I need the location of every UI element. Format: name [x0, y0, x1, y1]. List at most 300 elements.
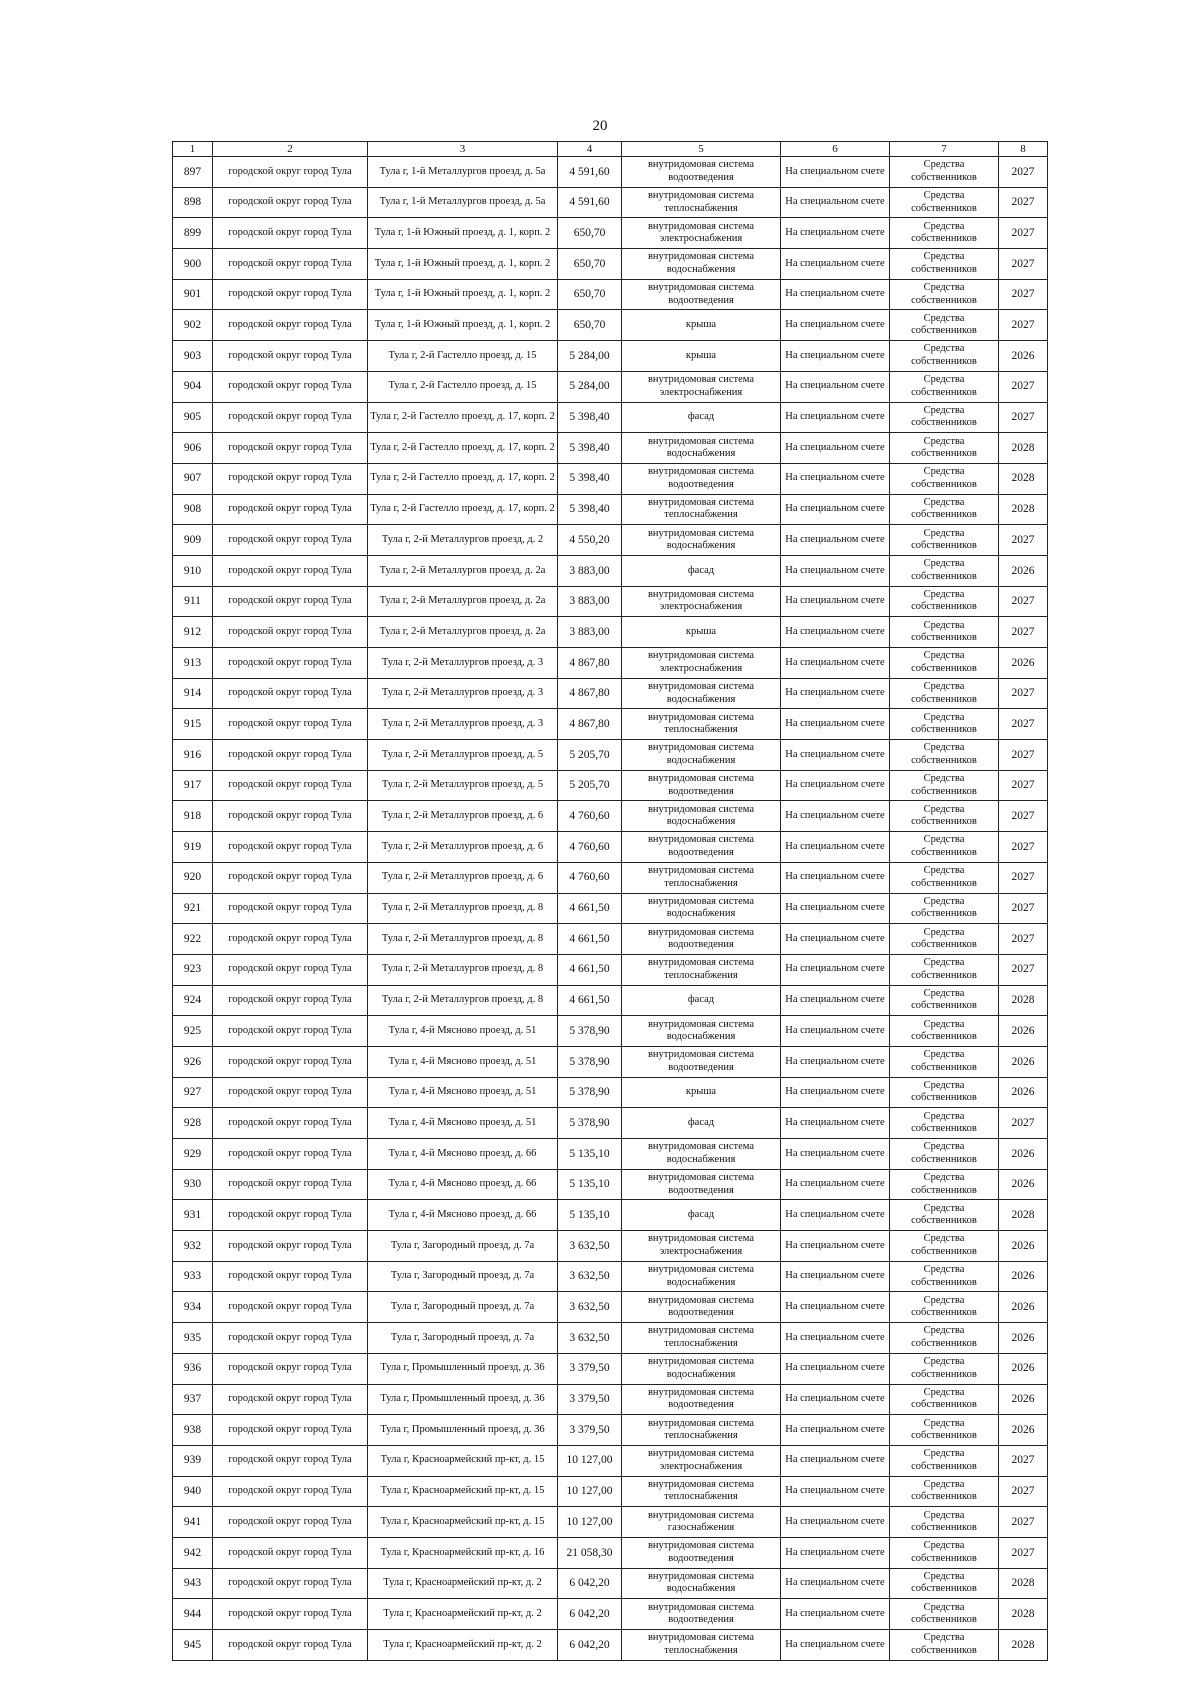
funding-source-cell: Средства собственников [890, 1016, 999, 1047]
address-cell: Тула г, 2-й Металлургов проезд, д. 8 [368, 893, 558, 924]
municipality-cell: городской округ город Тула [213, 157, 368, 188]
year-cell: 2027 [999, 1445, 1048, 1476]
work-type-cell: внутридомовая система водоснабжения [622, 801, 781, 832]
fund-account-cell: На специальном счете [781, 801, 890, 832]
year-cell: 2026 [999, 1323, 1048, 1354]
fund-account-cell: На специальном счете [781, 770, 890, 801]
area-cell: 5 398,40 [558, 463, 622, 494]
area-cell: 21 058,30 [558, 1537, 622, 1568]
work-type-cell: фасад [622, 555, 781, 586]
address-cell: Тула г, 2-й Гастелло проезд, д. 15 [368, 371, 558, 402]
year-cell: 2027 [999, 954, 1048, 985]
fund-account-cell: На специальном счете [781, 371, 890, 402]
area-cell: 5 284,00 [558, 341, 622, 372]
address-cell: Тула г, Красноармейский пр-кт, д. 2 [368, 1568, 558, 1599]
area-cell: 4 591,60 [558, 187, 622, 218]
fund-account-cell: На специальном счете [781, 1568, 890, 1599]
funding-source-cell: Средства собственников [890, 1445, 999, 1476]
year-cell: 2026 [999, 1292, 1048, 1323]
work-type-cell: внутридомовая система теплоснабжения [622, 954, 781, 985]
area-cell: 3 379,50 [558, 1415, 622, 1446]
municipality-cell: городской округ город Тула [213, 801, 368, 832]
row-number-cell: 899 [173, 218, 213, 249]
table-row [173, 648, 1048, 679]
row-number-cell: 906 [173, 433, 213, 464]
work-type-cell: внутридомовая система теплоснабжения [622, 1415, 781, 1446]
address-cell: Тула г, 2-й Металлургов проезд, д. 8 [368, 954, 558, 985]
fund-account-cell: На специальном счете [781, 494, 890, 525]
fund-account-cell: На специальном счете [781, 893, 890, 924]
row-number-cell: 897 [173, 157, 213, 188]
address-cell: Тула г, 1-й Металлургов проезд, д. 5а [368, 157, 558, 188]
row-number-cell: 941 [173, 1507, 213, 1538]
address-cell: Тула г, 4-й Мясново проезд, д. 51 [368, 1077, 558, 1108]
row-number-cell: 917 [173, 770, 213, 801]
address-cell: Тула г, Загородный проезд, д. 7а [368, 1261, 558, 1292]
area-cell: 5 378,90 [558, 1077, 622, 1108]
fund-account-cell: На специальном счете [781, 1139, 890, 1170]
table-row [173, 371, 1048, 402]
area-cell: 4 661,50 [558, 954, 622, 985]
address-cell: Тула г, 2-й Металлургов проезд, д. 2а [368, 555, 558, 586]
row-number-cell: 921 [173, 893, 213, 924]
municipality-cell: городской округ город Тула [213, 586, 368, 617]
work-type-cell: внутридомовая система теплоснабжения [622, 1630, 781, 1661]
municipality-cell: городской округ город Тула [213, 494, 368, 525]
funding-source-cell: Средства собственников [890, 862, 999, 893]
year-cell: 2026 [999, 1077, 1048, 1108]
funding-source-cell: Средства собственников [890, 586, 999, 617]
address-cell: Тула г, Красноармейский пр-кт, д. 2 [368, 1630, 558, 1661]
col-header-6: 6 [781, 142, 890, 157]
work-type-cell: внутридомовая система теплоснабжения [622, 187, 781, 218]
fund-account-cell: На специальном счете [781, 402, 890, 433]
work-type-cell: внутридомовая система водоотведения [622, 463, 781, 494]
table-row [173, 1261, 1048, 1292]
funding-source-cell: Средства собственников [890, 893, 999, 924]
area-cell: 4 661,50 [558, 924, 622, 955]
area-cell: 10 127,00 [558, 1476, 622, 1507]
row-number-cell: 922 [173, 924, 213, 955]
area-cell: 6 042,20 [558, 1599, 622, 1630]
municipality-cell: городской округ город Тула [213, 1292, 368, 1323]
fund-account-cell: На специальном счете [781, 1384, 890, 1415]
funding-source-cell: Средства собственников [890, 463, 999, 494]
area-cell: 3 632,50 [558, 1292, 622, 1323]
table-row [173, 525, 1048, 556]
funding-source-cell: Средства собственников [890, 709, 999, 740]
row-number-cell: 926 [173, 1046, 213, 1077]
work-type-cell: внутридомовая система теплоснабжения [622, 1476, 781, 1507]
area-cell: 3 379,50 [558, 1384, 622, 1415]
table-row [173, 832, 1048, 863]
row-number-cell: 904 [173, 371, 213, 402]
year-cell: 2026 [999, 1139, 1048, 1170]
col-header-2: 2 [213, 142, 368, 157]
year-cell: 2027 [999, 1507, 1048, 1538]
funding-source-cell: Средства собственников [890, 525, 999, 556]
area-cell: 4 867,80 [558, 648, 622, 679]
funding-source-cell: Средства собственников [890, 310, 999, 341]
funding-source-cell: Средства собственников [890, 1507, 999, 1538]
row-number-cell: 902 [173, 310, 213, 341]
table-row [173, 494, 1048, 525]
fund-account-cell: На специальном счете [781, 740, 890, 771]
municipality-cell: городской округ город Тула [213, 862, 368, 893]
funding-source-cell: Средства собственников [890, 1323, 999, 1354]
funding-source-cell: Средства собственников [890, 1415, 999, 1446]
year-cell: 2026 [999, 341, 1048, 372]
municipality-cell: городской округ город Тула [213, 1231, 368, 1262]
work-type-cell: внутридомовая система водоотведения [622, 1599, 781, 1630]
year-cell: 2027 [999, 279, 1048, 310]
area-cell: 650,70 [558, 249, 622, 280]
municipality-cell: городской округ город Тула [213, 893, 368, 924]
fund-account-cell: На специальном счете [781, 954, 890, 985]
area-cell: 5 378,90 [558, 1046, 622, 1077]
row-number-cell: 945 [173, 1630, 213, 1661]
row-number-cell: 934 [173, 1292, 213, 1323]
row-number-cell: 910 [173, 555, 213, 586]
work-type-cell: внутридомовая система водоснабжения [622, 1568, 781, 1599]
area-cell: 6 042,20 [558, 1568, 622, 1599]
municipality-cell: городской округ город Тула [213, 985, 368, 1016]
work-type-cell: внутридомовая система электроснабжения [622, 371, 781, 402]
work-type-cell: внутридомовая система водоотведения [622, 1384, 781, 1415]
municipality-cell: городской округ город Тула [213, 954, 368, 985]
year-cell: 2027 [999, 893, 1048, 924]
municipality-cell: городской округ город Тула [213, 1323, 368, 1354]
municipality-cell: городской округ город Тула [213, 1139, 368, 1170]
col-header-4: 4 [558, 142, 622, 157]
municipality-cell: городской округ город Тула [213, 1077, 368, 1108]
municipality-cell: городской округ город Тула [213, 1445, 368, 1476]
row-number-cell: 916 [173, 740, 213, 771]
funding-source-cell: Средства собственников [890, 1261, 999, 1292]
col-header-7: 7 [890, 142, 999, 157]
row-number-cell: 913 [173, 648, 213, 679]
work-type-cell: внутридомовая система водоснабжения [622, 525, 781, 556]
year-cell: 2027 [999, 310, 1048, 341]
row-number-cell: 912 [173, 617, 213, 648]
area-cell: 5 398,40 [558, 494, 622, 525]
funding-source-cell: Средства собственников [890, 801, 999, 832]
funding-source-cell: Средства собственников [890, 924, 999, 955]
row-number-cell: 930 [173, 1169, 213, 1200]
address-cell: Тула г, Загородный проезд, д. 7а [368, 1231, 558, 1262]
address-cell: Тула г, Красноармейский пр-кт, д. 2 [368, 1599, 558, 1630]
address-cell: Тула г, Красноармейский пр-кт, д. 15 [368, 1476, 558, 1507]
table-row [173, 1445, 1048, 1476]
area-cell: 6 042,20 [558, 1630, 622, 1661]
year-cell: 2028 [999, 1630, 1048, 1661]
work-type-cell: фасад [622, 1200, 781, 1231]
area-cell: 5 378,90 [558, 1016, 622, 1047]
table-row [173, 157, 1048, 188]
address-cell: Тула г, Промышленный проезд, д. 36 [368, 1384, 558, 1415]
year-cell: 2027 [999, 862, 1048, 893]
col-header-1: 1 [173, 142, 213, 157]
work-type-cell: внутридомовая система газоснабжения [622, 1507, 781, 1538]
work-type-cell: крыша [622, 1077, 781, 1108]
table-row [173, 555, 1048, 586]
work-type-cell: внутридомовая система водоснабжения [622, 1139, 781, 1170]
year-cell: 2028 [999, 1200, 1048, 1231]
work-type-cell: внутридомовая система водоотведения [622, 832, 781, 863]
fund-account-cell: На специальном счете [781, 218, 890, 249]
year-cell: 2028 [999, 985, 1048, 1016]
municipality-cell: городской округ город Тула [213, 402, 368, 433]
municipality-cell: городской округ город Тула [213, 1353, 368, 1384]
work-type-cell: крыша [622, 617, 781, 648]
table-row [173, 1169, 1048, 1200]
address-cell: Тула г, 2-й Гастелло проезд, д. 17, корп. 2 [368, 402, 558, 433]
area-cell: 10 127,00 [558, 1507, 622, 1538]
table-row [173, 249, 1048, 280]
address-cell: Тула г, 2-й Металлургов проезд, д. 6 [368, 832, 558, 863]
municipality-cell: городской округ город Тула [213, 1016, 368, 1047]
work-type-cell: внутридомовая система водоснабжения [622, 740, 781, 771]
fund-account-cell: На специальном счете [781, 249, 890, 280]
fund-account-cell: На специальном счете [781, 525, 890, 556]
year-cell: 2026 [999, 1016, 1048, 1047]
fund-account-cell: На специальном счете [781, 1261, 890, 1292]
funding-source-cell: Средства собственников [890, 832, 999, 863]
fund-account-cell: На специальном счете [781, 433, 890, 464]
work-type-cell: внутридомовая система электроснабжения [622, 1231, 781, 1262]
fund-account-cell: На специальном счете [781, 1292, 890, 1323]
area-cell: 650,70 [558, 310, 622, 341]
fund-account-cell: На специальном счете [781, 279, 890, 310]
funding-source-cell: Средства собственников [890, 1077, 999, 1108]
funding-source-cell: Средства собственников [890, 678, 999, 709]
municipality-cell: городской округ город Тула [213, 770, 368, 801]
area-cell: 3 883,00 [558, 617, 622, 648]
fund-account-cell: На специальном счете [781, 1169, 890, 1200]
address-cell: Тула г, Красноармейский пр-кт, д. 15 [368, 1445, 558, 1476]
table-row [173, 586, 1048, 617]
row-number-cell: 933 [173, 1261, 213, 1292]
municipality-cell: городской округ город Тула [213, 1046, 368, 1077]
fund-account-cell: На специальном счете [781, 1077, 890, 1108]
year-cell: 2026 [999, 1046, 1048, 1077]
area-cell: 4 867,80 [558, 678, 622, 709]
address-cell: Тула г, 1-й Южный проезд, д. 1, корп. 2 [368, 310, 558, 341]
funding-source-cell: Средства собственников [890, 249, 999, 280]
fund-account-cell: На специальном счете [781, 862, 890, 893]
row-number-cell: 923 [173, 954, 213, 985]
funding-source-cell: Средства собственников [890, 279, 999, 310]
page-number: 20 [592, 118, 608, 134]
work-type-cell: внутридомовая система водоснабжения [622, 1261, 781, 1292]
fund-account-cell: На специальном счете [781, 1537, 890, 1568]
municipality-cell: городской округ город Тула [213, 433, 368, 464]
funding-source-cell: Средства собственников [890, 1200, 999, 1231]
area-cell: 4 760,60 [558, 832, 622, 863]
table-row [173, 1599, 1048, 1630]
table-row [173, 1568, 1048, 1599]
table-row [173, 341, 1048, 372]
fund-account-cell: На специальном счете [781, 678, 890, 709]
work-type-cell: внутридомовая система водоотведения [622, 1046, 781, 1077]
municipality-cell: городской округ город Тула [213, 1630, 368, 1661]
row-number-cell: 903 [173, 341, 213, 372]
work-type-cell: внутридомовая система электроснабжения [622, 586, 781, 617]
year-cell: 2028 [999, 494, 1048, 525]
work-type-cell: внутридомовая система водоснабжения [622, 893, 781, 924]
year-cell: 2027 [999, 1476, 1048, 1507]
funding-source-cell: Средства собственников [890, 740, 999, 771]
municipality-cell: городской округ город Тула [213, 310, 368, 341]
area-cell: 3 883,00 [558, 586, 622, 617]
address-cell: Тула г, 2-й Гастелло проезд, д. 17, корп. 2 [368, 463, 558, 494]
funding-source-cell: Средства собственников [890, 1599, 999, 1630]
area-cell: 5 135,10 [558, 1139, 622, 1170]
work-type-cell: внутридомовая система водоснабжения [622, 1353, 781, 1384]
year-cell: 2027 [999, 801, 1048, 832]
year-cell: 2027 [999, 525, 1048, 556]
funding-source-cell: Средства собственников [890, 187, 999, 218]
work-type-cell: внутридомовая система водоснабжения [622, 249, 781, 280]
address-cell: Тула г, 2-й Гастелло проезд, д. 15 [368, 341, 558, 372]
work-type-cell: внутридомовая система водоснабжения [622, 678, 781, 709]
table-row [173, 310, 1048, 341]
work-type-cell: крыша [622, 341, 781, 372]
area-cell: 4 661,50 [558, 893, 622, 924]
table-row [173, 1537, 1048, 1568]
row-number-cell: 909 [173, 525, 213, 556]
funding-source-cell: Средства собственников [890, 648, 999, 679]
area-cell: 4 591,60 [558, 157, 622, 188]
year-cell: 2027 [999, 157, 1048, 188]
address-cell: Тула г, 2-й Металлургов проезд, д. 2 [368, 525, 558, 556]
municipality-cell: городской округ город Тула [213, 709, 368, 740]
fund-account-cell: На специальном счете [781, 1353, 890, 1384]
work-type-cell: внутридомовая система электроснабжения [622, 1445, 781, 1476]
municipality-cell: городской округ город Тула [213, 249, 368, 280]
repair-schedule-table [172, 141, 1048, 1661]
fund-account-cell: На специальном счете [781, 1323, 890, 1354]
fund-account-cell: На специальном счете [781, 1476, 890, 1507]
fund-account-cell: На специальном счете [781, 341, 890, 372]
row-number-cell: 942 [173, 1537, 213, 1568]
fund-account-cell: На специальном счете [781, 1046, 890, 1077]
work-type-cell: внутридомовая система водоотведения [622, 1292, 781, 1323]
table-row [173, 218, 1048, 249]
address-cell: Тула г, 2-й Металлургов проезд, д. 5 [368, 770, 558, 801]
area-cell: 650,70 [558, 218, 622, 249]
row-number-cell: 907 [173, 463, 213, 494]
table-row [173, 1139, 1048, 1170]
table-row [173, 1077, 1048, 1108]
row-number-cell: 935 [173, 1323, 213, 1354]
fund-account-cell: На специальном счете [781, 1108, 890, 1139]
year-cell: 2028 [999, 1568, 1048, 1599]
municipality-cell: городской округ город Тула [213, 371, 368, 402]
year-cell: 2027 [999, 678, 1048, 709]
area-cell: 5 398,40 [558, 402, 622, 433]
fund-account-cell: На специальном счете [781, 555, 890, 586]
area-cell: 5 205,70 [558, 770, 622, 801]
year-cell: 2026 [999, 1169, 1048, 1200]
address-cell: Тула г, 2-й Металлургов проезд, д. 3 [368, 678, 558, 709]
funding-source-cell: Средства собственников [890, 1169, 999, 1200]
work-type-cell: внутридомовая система водоотведения [622, 924, 781, 955]
address-cell: Тула г, Промышленный проезд, д. 36 [368, 1353, 558, 1384]
funding-source-cell: Средства собственников [890, 1537, 999, 1568]
year-cell: 2027 [999, 1108, 1048, 1139]
table-row [173, 1323, 1048, 1354]
col-header-3: 3 [368, 142, 558, 157]
funding-source-cell: Средства собственников [890, 555, 999, 586]
row-number-cell: 908 [173, 494, 213, 525]
row-number-cell: 944 [173, 1599, 213, 1630]
municipality-cell: городской округ город Тула [213, 555, 368, 586]
year-cell: 2027 [999, 924, 1048, 955]
funding-source-cell: Средства собственников [890, 770, 999, 801]
address-cell: Тула г, Загородный проезд, д. 7а [368, 1292, 558, 1323]
work-type-cell: внутридомовая система водоотведения [622, 1537, 781, 1568]
municipality-cell: городской округ город Тула [213, 525, 368, 556]
area-cell: 3 632,50 [558, 1231, 622, 1262]
year-cell: 2027 [999, 832, 1048, 863]
address-cell: Тула г, 2-й Металлургов проезд, д. 2а [368, 617, 558, 648]
address-cell: Тула г, 4-й Мясново проезд, д. 66 [368, 1169, 558, 1200]
row-number-cell: 918 [173, 801, 213, 832]
municipality-cell: городской округ город Тула [213, 1200, 368, 1231]
work-type-cell: внутридомовая система теплоснабжения [622, 1323, 781, 1354]
funding-source-cell: Средства собственников [890, 341, 999, 372]
municipality-cell: городской округ город Тула [213, 1537, 368, 1568]
work-type-cell: внутридомовая система водоснабжения [622, 1016, 781, 1047]
work-type-cell: внутридомовая система водоотведения [622, 770, 781, 801]
area-cell: 4 661,50 [558, 985, 622, 1016]
work-type-cell: фасад [622, 1108, 781, 1139]
table-row [173, 1507, 1048, 1538]
funding-source-cell: Средства собственников [890, 218, 999, 249]
address-cell: Тула г, 4-й Мясново проезд, д. 51 [368, 1046, 558, 1077]
table-row [173, 279, 1048, 310]
table-row [173, 617, 1048, 648]
table-row [173, 433, 1048, 464]
table-row [173, 801, 1048, 832]
area-cell: 3 632,50 [558, 1261, 622, 1292]
address-cell: Тула г, 1-й Южный проезд, д. 1, корп. 2 [368, 218, 558, 249]
row-number-cell: 927 [173, 1077, 213, 1108]
municipality-cell: городской округ город Тула [213, 218, 368, 249]
fund-account-cell: На специальном счете [781, 648, 890, 679]
work-type-cell: внутридомовая система теплоснабжения [622, 862, 781, 893]
fund-account-cell: На специальном счете [781, 1016, 890, 1047]
address-cell: Тула г, 2-й Металлургов проезд, д. 6 [368, 862, 558, 893]
fund-account-cell: На специальном счете [781, 463, 890, 494]
funding-source-cell: Средства собственников [890, 1108, 999, 1139]
row-number-cell: 936 [173, 1353, 213, 1384]
table-row [173, 463, 1048, 494]
table-row [173, 1231, 1048, 1262]
area-cell: 3 883,00 [558, 555, 622, 586]
address-cell: Тула г, Красноармейский пр-кт, д. 15 [368, 1507, 558, 1538]
address-cell: Тула г, Промышленный проезд, д. 36 [368, 1415, 558, 1446]
table-row [173, 1108, 1048, 1139]
table-row [173, 740, 1048, 771]
year-cell: 2027 [999, 617, 1048, 648]
address-cell: Тула г, 2-й Металлургов проезд, д. 6 [368, 801, 558, 832]
fund-account-cell: На специальном счете [781, 1630, 890, 1661]
municipality-cell: городской округ город Тула [213, 740, 368, 771]
municipality-cell: городской округ город Тула [213, 1261, 368, 1292]
work-type-cell: внутридомовая система водоотведения [622, 157, 781, 188]
